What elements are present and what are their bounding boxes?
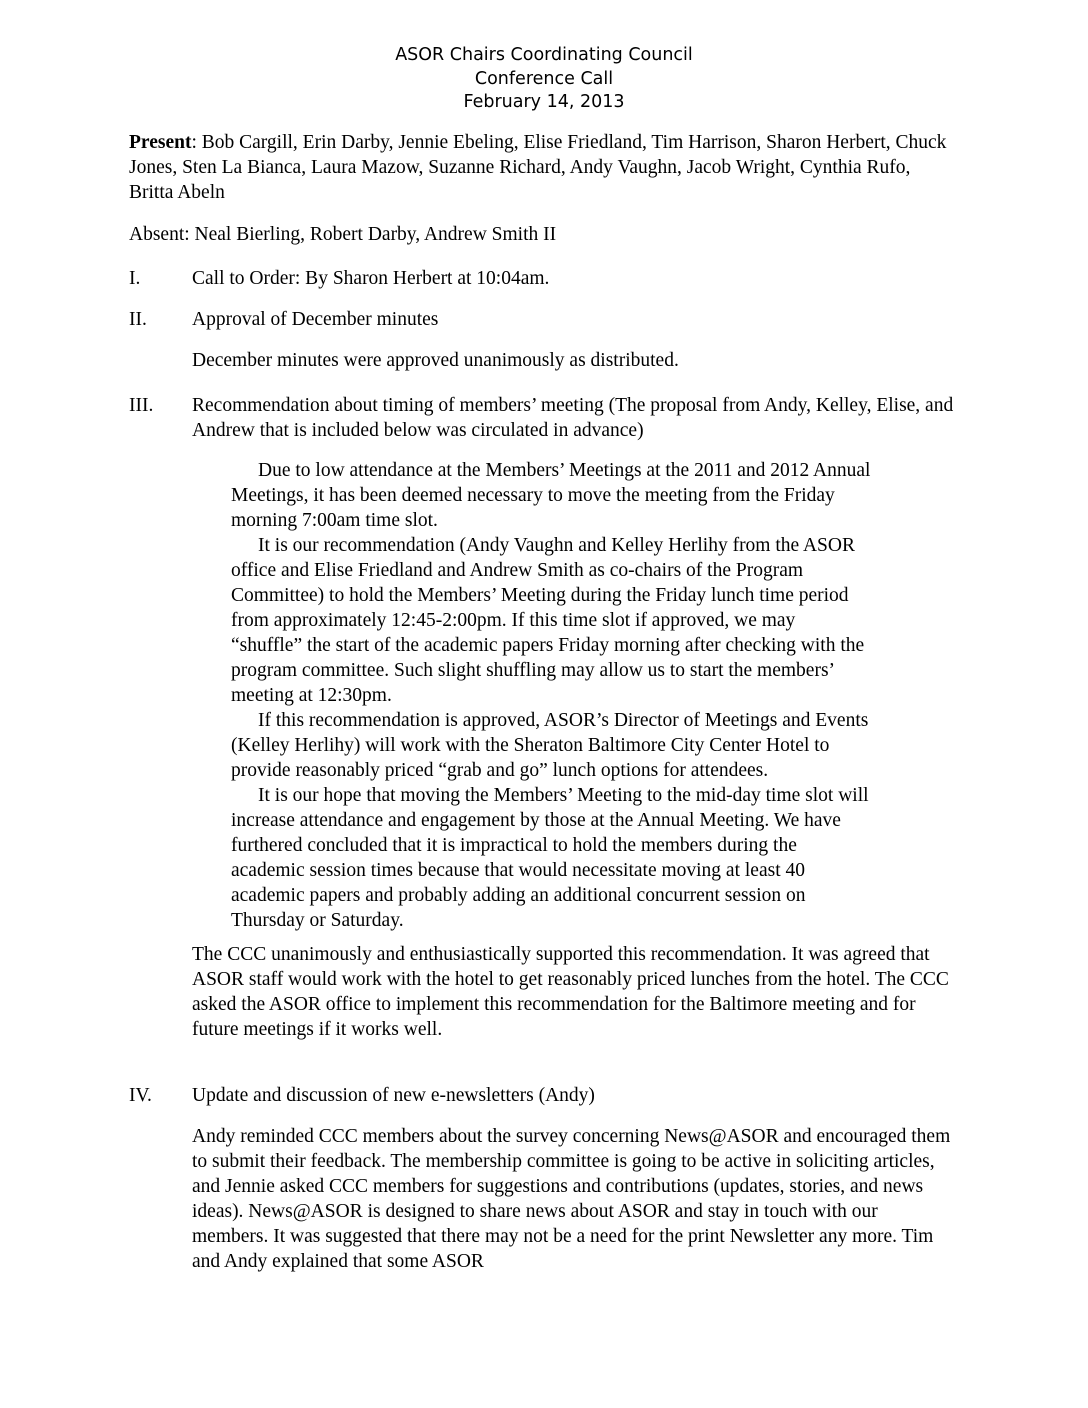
item-2-body: December minutes were approved unanimously as distributed. xyxy=(192,350,679,371)
proposal-quote xyxy=(231,458,871,933)
item-numeral: I. xyxy=(129,268,141,289)
present-label: Present xyxy=(129,132,192,153)
quote-paragraph: It is our recommendation (Andy Vaughn and Kelley Herlihy from the ASOR office and Elise Friedland and Andrew Smith as co-chairs of the Program Committee) to hold the Members’ Meeting during the Friday lunch time period from approximately 12:45-2:00pm. If this time slot if approved, we may “shuffle” the start of the academic papers Friday morning after checking with the program committee. Such slight shuffling may allow us to start the members’ meeting at 12:30pm. xyxy=(231,535,865,706)
item-title: Update and discussion of new e-newsletters (Andy) xyxy=(192,1085,595,1106)
item-numeral: IV. xyxy=(129,1085,152,1106)
item-numeral: II. xyxy=(129,309,147,330)
quote-paragraph: It is our hope that moving the Members’ Meeting to the mid-day time slot will increase attendance and engagement by those at the Annual Meeting. We have furthered concluded that it is impractical to hold the members during the academic session times because that would necessitate moving at least 40 academic papers and probably adding an additional concurrent session on Thursday or Saturday. xyxy=(231,785,869,931)
item-4-body: Andy reminded CCC members about the survey concerning News@ASOR and encouraged them to submit their feedback. The membership committee is going to be active in soliciting articles, and Jennie asked CCC members for suggestions and contributions (updates, stories, and news ideas). News@ASOR is designed to share news about ASOR and stay in touch with our members. It was suggested that there may not be a need for the print Newsletter any more. Tim and Andy explained that some ASOR xyxy=(192,1126,951,1272)
quote-paragraph: If this recommendation is approved, ASOR’s Director of Meetings and Events (Kelley Herlihy) will work with the Sheraton Baltimore City Center Hotel to provide reasonably priced “grab and go” lunch options for attendees. xyxy=(231,710,869,781)
item-title: Call to Order: By Sharon Herbert at 10:04am. xyxy=(192,268,550,289)
present-list xyxy=(129,130,959,205)
item-title: Approval of December minutes xyxy=(192,309,439,330)
present-names: : Bob Cargill, Erin Darby, Jennie Ebeling, Elise Friedland, Tim Harrison, Sharon Herbert, Chuck Jones, Sten La Bianca, Laura Mazow, Suzanne Richard, Andy Vaughn, Jacob Wright, Cynthia Rufo, Britta Abeln xyxy=(129,132,947,203)
quote-paragraph: Due to low attendance at the Members’ Meetings at the 2011 and 2012 Annual Meetings, it has been deemed necessary to move the meeting from the Friday morning 7:00am time slot. xyxy=(231,460,871,531)
header-title: ASOR Chairs Coordinating Council xyxy=(395,45,693,65)
document-header xyxy=(0,44,1088,115)
item-3-body: The CCC unanimously and enthusiastically supported this recommendation. It was agreed that ASOR staff would work with the hotel to get reasonably priced lunches from the hotel. The CCC asked the ASOR office to implement this recommendation for the Baltimore meeting and for future meetings if it works well. xyxy=(192,944,949,1040)
item-numeral: III. xyxy=(129,395,154,416)
item-title: Recommendation about timing of members’ meeting (The proposal from Andy, Kelley, Elise, and Andrew that is included below was circulated in advance) xyxy=(192,395,954,441)
header-date: February 14, 2013 xyxy=(463,92,625,112)
header-subtitle: Conference Call xyxy=(474,68,614,89)
absent-list: Absent: Neal Bierling, Robert Darby, Andrew Smith II xyxy=(129,224,557,245)
